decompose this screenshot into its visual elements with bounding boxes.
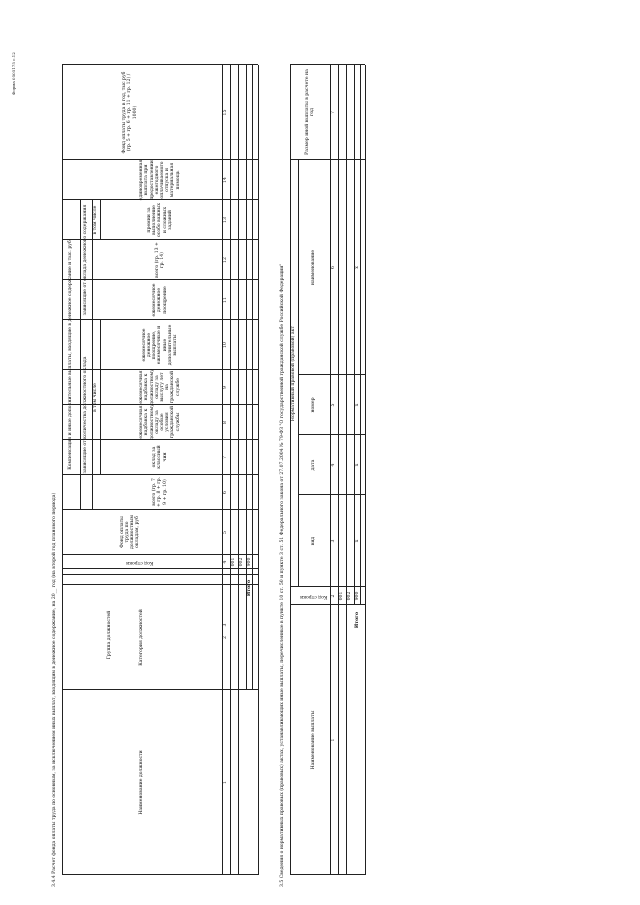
t1-h-category: Категория должностей [139, 609, 145, 666]
t2-row-line [338, 65, 339, 875]
t1-h-code: Код строки [126, 559, 154, 565]
t1-h-col13: премии за выполнение особо важных и сложных заданий [146, 203, 173, 237]
t1-code-002: 002 [239, 557, 245, 567]
t1-h-super-a: зависящие от количества должностного оклада [83, 356, 89, 474]
t1-h-col6: всего (гр. 7 + гр. 8 + гр. 9 + гр. 10) [152, 476, 168, 508]
t1-num-14: 14 [223, 177, 229, 183]
t2-h-name: Наименование выплаты [311, 710, 317, 770]
t2-num-3: 3 [331, 539, 337, 543]
t1-h-incl-b: в том числе [93, 205, 99, 235]
t1-h-code-wrap [110, 555, 170, 569]
t2-num-7: 7 [331, 111, 337, 114]
t2-x-mark: x [355, 463, 361, 467]
t1-total-label: Итого [247, 579, 253, 597]
t1-h-col14: единовременная выплата при предоставлении ежегодного оплачиваемого отпуска и материальная помощь [139, 159, 181, 201]
t1-h-col15: Фонд оплаты труда в год, тыс руб (гр. 5 + гр. 6 + гр. 11 + гр. 12) / 1000) [122, 71, 138, 154]
t2-num-2: 2 [331, 594, 337, 598]
t2-num-1: 1 [331, 738, 337, 742]
t1-h-position: Наименование должности [139, 750, 145, 815]
t1-row-line [230, 65, 231, 875]
t1-num-2: 2 [223, 636, 229, 639]
t1-h-super-b: зависящие от оклада денежного содержания [83, 204, 89, 316]
t1-num-7: 7 [223, 456, 229, 459]
t2-h-number: номер [311, 397, 317, 413]
table1-title: 3.4.4 Расчет фонда оплаты труда по основным, за исключением иных выплат, входящим в денежное содержание, на 20__ год (на второй год планового периода) [52, 492, 57, 887]
t2-h-code-wrap [298, 587, 330, 605]
t2-x-mark: x [355, 266, 361, 269]
t1-h-group: Группа должностей [107, 610, 113, 660]
t1-num-13: 13 [223, 217, 229, 223]
t2-x-mark: x [355, 539, 361, 543]
t2-num-5: 5 [331, 403, 337, 407]
t1-num-4: 4 [223, 560, 229, 564]
t1-num-5: 5 [223, 531, 229, 534]
t2-code-002: 002 [347, 591, 353, 601]
t2-num-6: 6 [331, 266, 337, 269]
t2-h-act: Нормативный правовой (правовой) акт [291, 325, 297, 422]
t1-num-6: 6 [223, 491, 229, 494]
t1-h-col12: всего (гр. 13 + гр. 14) [154, 242, 165, 278]
t1-num-3: 3 [223, 623, 229, 627]
t1-num-1: 1 [223, 781, 229, 784]
t2-h-size: Размер иной выплаты в расчете на год [304, 69, 315, 155]
form-code: Форма 0505175 с.12 [11, 52, 16, 95]
t1-h-blank2 [62, 569, 222, 575]
t2-h-code: Код строки [300, 593, 328, 599]
t1-h-col7: оклад за классный чин [152, 445, 168, 469]
t2-x-mark: x [355, 403, 361, 407]
t2-total-label: Итого [355, 611, 361, 629]
t1-bottom-border [258, 65, 259, 875]
t1-h-blank [62, 575, 222, 585]
t1-num-9: 9 [223, 386, 229, 389]
t1-h-col10: ежемесячное денежное поощрение, ежемесячные и иные дополнительные выплаты [141, 324, 178, 366]
t1-num-12: 12 [223, 257, 229, 263]
t1-h-col11: ежемесячное денежное поощрение [152, 283, 168, 317]
table2-title: 3.5 Сведения о нормативных правовых (правовых) актах, устанавливающих иные выплаты, перечисленные в пункте 10 ст. 50 и пункте 3 ст. 51 Федерального закона от 27.07.2004 № 79-ФЗ "О государственной гражданской службе Российской Федерации" [280, 263, 285, 887]
t1-num-15: 15 [223, 109, 229, 116]
t1-h-super: Компенсация и иные дополнительные выплаты, входящие в денежное содержание и тыс. руб [68, 240, 74, 470]
t2-code-001: 001 [339, 591, 345, 601]
t2-h-vid: вид [311, 536, 317, 546]
t1-num-10: 10 [223, 342, 229, 348]
t1-code-900: 900 [247, 557, 253, 567]
t2-row-line [346, 65, 347, 875]
t2-h-date: дата [311, 459, 317, 471]
t1-super-line [100, 320, 101, 475]
t1-h-col9: ежемесячная надбавка к должностному окладу за выслугу лет на гражданской службе [139, 369, 181, 405]
t2-bottom-border [365, 65, 366, 875]
t1-super-line [100, 200, 101, 240]
t1-h-col8: ежемесячная надбавка к должностному окладу за особые условия гражданской службы [139, 404, 181, 440]
t1-h-incl-a: в том числе [93, 383, 99, 412]
t1-num-11: 11 [223, 297, 229, 303]
t1-h-fund: Фонд оплаты труда по должностным окладам, руб [119, 515, 141, 549]
t2-h-title: наименование [311, 249, 317, 286]
t1-code-001: 001 [231, 557, 237, 567]
t2-code-900: 900 [355, 591, 361, 601]
t1-row-line [238, 65, 239, 875]
t2-num-4: 4 [331, 463, 337, 467]
t1-num-8: 8 [223, 421, 229, 424]
